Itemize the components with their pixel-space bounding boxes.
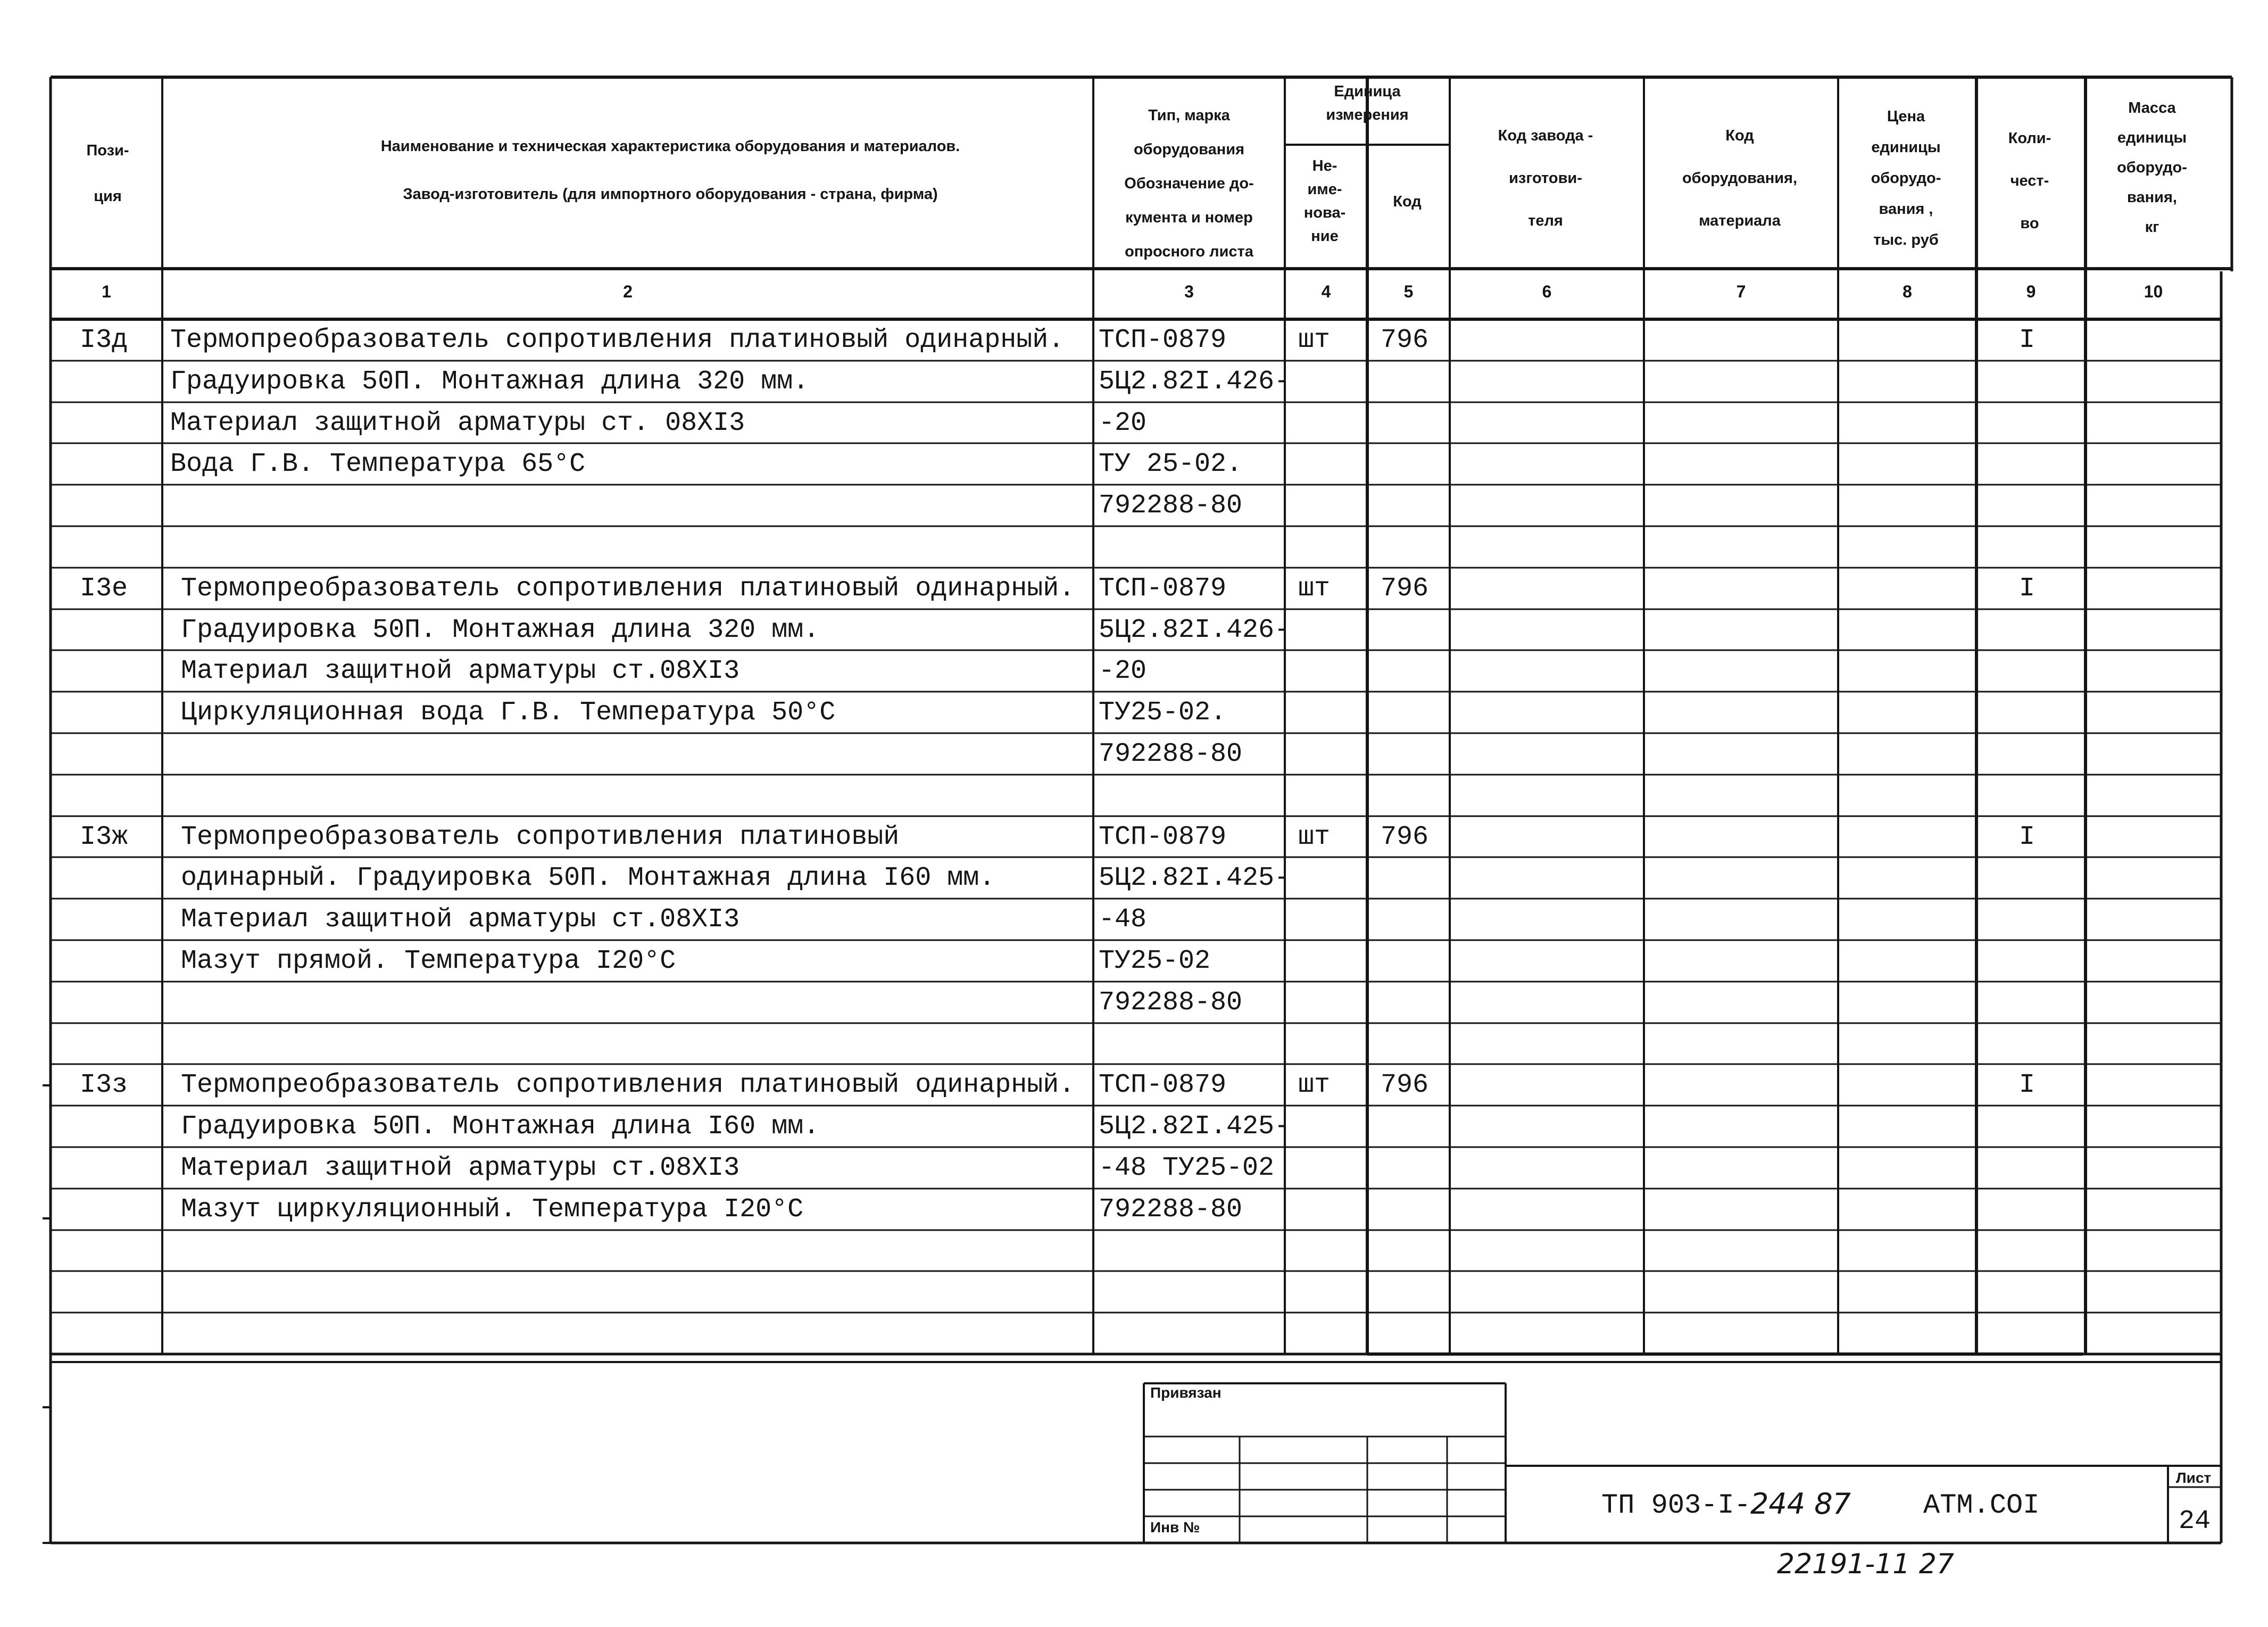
document-line: 5Ц2.82I.426-: [1099, 367, 1291, 397]
description-line: Материал защитной арматуры ст. 08ХI3: [170, 408, 745, 438]
inv-label: Инв №: [1150, 1519, 1200, 1535]
document-line: ТУ25-02: [1099, 946, 1211, 976]
description-line: Мазут циркуляционный. Температура I20°C: [181, 1194, 804, 1225]
header-col7: Код оборудования, материала: [1682, 127, 1798, 229]
description-line: Материал защитной арматуры ст.08ХI3: [181, 904, 740, 935]
header-number: 6: [1542, 282, 1552, 301]
description-line: Термопреобразователь сопротивления платиновый: [181, 822, 900, 852]
doc-code: ТП 903-I-: [1601, 1490, 1751, 1521]
header-number: 4: [1321, 282, 1331, 301]
unit-name-cell: шт: [1298, 822, 1331, 852]
header-col4: Не- име- нова- ние: [1303, 157, 1346, 245]
description-line: Циркуляционная вода Г.В. Температура 50°C: [181, 698, 836, 728]
header-number: 10: [2144, 282, 2163, 301]
header-col2: Наименование и техническая характеристика оборудования и материалов. Завод-изготовитель (для импортного оборудования - страна, фирма): [380, 138, 960, 203]
header-number: 9: [2026, 282, 2036, 301]
header-number: 2: [623, 282, 633, 301]
header-number: 1: [102, 282, 111, 301]
header-col1: Пози- ция: [86, 142, 129, 205]
doc-suffix: АТМ.СОI: [1923, 1490, 2040, 1521]
linked-label: Привязан: [1150, 1384, 1222, 1401]
header-col10: Масса единицы оборудо- вания, кг: [2117, 99, 2187, 236]
description-line: Материал защитной арматуры ст.08ХI3: [181, 1153, 740, 1183]
document-line: -20: [1099, 408, 1147, 438]
quantity-cell: I: [2019, 574, 2036, 604]
header-number: 8: [1903, 282, 1912, 301]
header-col9: Коли- чест- во: [2008, 130, 2051, 232]
header-unit-group: Единица измерения: [1326, 83, 1409, 123]
description-line: одинарный. Градуировка 50П. Монтажная длина I60 мм.: [181, 863, 995, 893]
document-line: 5Ц2.82I.425-: [1099, 1111, 1291, 1142]
header-number: 3: [1184, 282, 1194, 301]
document-line: 792288-80: [1099, 491, 1243, 521]
header-col6: Код завода - изготови- теля: [1498, 127, 1593, 229]
header-number: 7: [1736, 282, 1746, 301]
unit-code-cell: 796: [1381, 574, 1429, 604]
description-line: Термопреобразователь сопротивления платиновый одинарный.: [181, 574, 1075, 604]
header-col8: Цена единицы оборудо- вания , тыс. руб: [1871, 108, 1941, 248]
description-line: Термопреобразователь сопротивления платиновый одинарный.: [170, 325, 1065, 355]
quantity-cell: I: [2019, 325, 2036, 355]
document-line: 5Ц2.82I.425-: [1099, 863, 1291, 893]
document-line: 5Ц2.82I.426-: [1099, 615, 1291, 645]
document-line: ТСП-0879: [1099, 325, 1227, 355]
unit-code-cell: 796: [1381, 822, 1429, 852]
document-line: ТУ 25-02.: [1099, 449, 1243, 479]
footer-handwritten-note: 22191-11 27: [1777, 1548, 1955, 1580]
document-line: -48 ТУ25-02: [1099, 1153, 1275, 1183]
quantity-cell: I: [2019, 822, 2036, 852]
document-line: ТСП-0879: [1099, 1070, 1227, 1100]
description-line: Градуировка 50П. Монтажная длина 320 мм.: [170, 367, 809, 397]
description-line: Термопреобразователь сопротивления платиновый одинарный.: [181, 1070, 1075, 1100]
document-line: -20: [1099, 656, 1147, 686]
header-col5: Код: [1393, 193, 1422, 210]
header-col3: Тип, марка оборудования Обозначение до- кумента и номер опросного листа: [1124, 107, 1254, 260]
sheet-number: 24: [2179, 1506, 2211, 1537]
document-line: ТУ25-02.: [1099, 698, 1227, 728]
unit-name-cell: шт: [1298, 325, 1331, 355]
quantity-cell: I: [2019, 1070, 2036, 1100]
position-cell: I3д: [80, 325, 128, 355]
document-line: 792288-80: [1099, 739, 1243, 769]
unit-code-cell: 796: [1381, 1070, 1429, 1100]
position-cell: I3е: [80, 574, 128, 604]
document-line: ТСП-0879: [1099, 822, 1227, 852]
description-line: Градуировка 50П. Монтажная длина I60 мм.: [181, 1111, 820, 1142]
description-line: Мазут прямой. Температура I20°C: [181, 946, 676, 976]
header-number: 5: [1403, 282, 1414, 301]
document-line: -48: [1099, 904, 1147, 935]
position-cell: I3ж: [80, 822, 128, 852]
unit-code-cell: 796: [1381, 325, 1429, 355]
document-line: 792288-80: [1099, 1194, 1243, 1225]
description-line: Материал защитной арматуры ст.08ХI3: [181, 656, 740, 686]
unit-name-cell: шт: [1298, 1070, 1331, 1100]
document-line: ТСП-0879: [1099, 574, 1227, 604]
sheet-label: Лист: [2176, 1470, 2212, 1486]
description-line: Вода Г.В. Температура 65°C: [170, 449, 586, 479]
description-line: Градуировка 50П. Монтажная длина 320 мм.: [181, 615, 820, 645]
doc-code-handwritten: 244 87: [1750, 1487, 1851, 1521]
document-line: 792288-80: [1099, 987, 1243, 1018]
position-cell: I3з: [80, 1070, 128, 1100]
unit-name-cell: шт: [1298, 574, 1331, 604]
